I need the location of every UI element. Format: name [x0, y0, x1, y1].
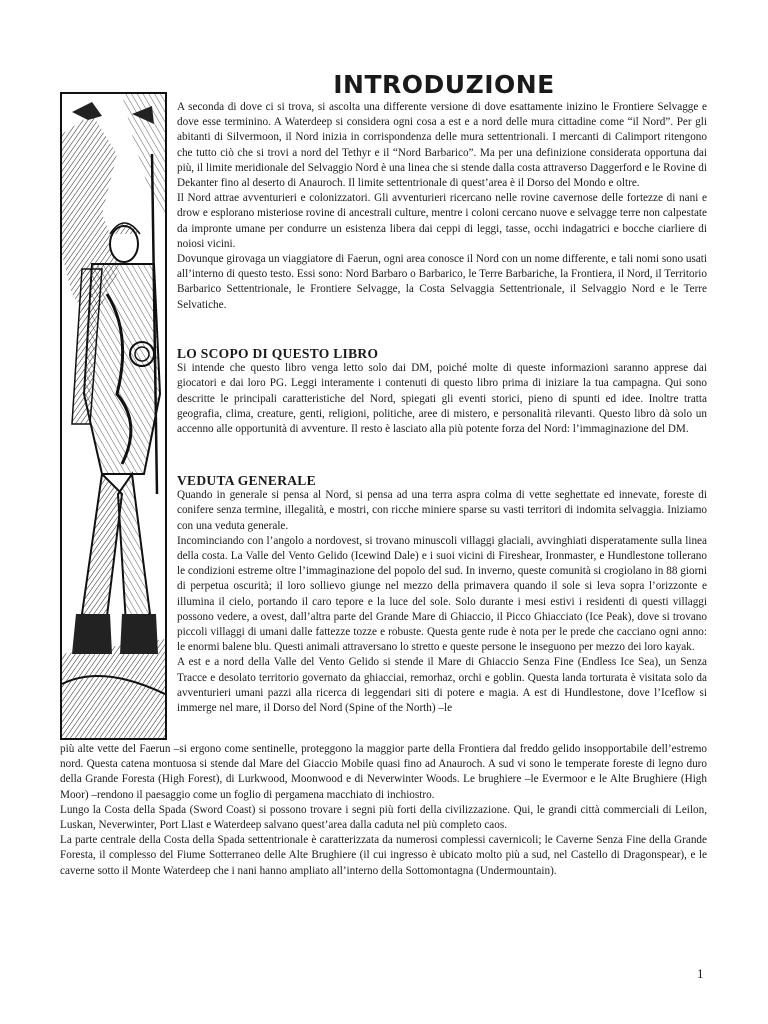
intro-section	[177, 100, 707, 313]
section-heading-scope: LO SCOPO DI QUESTO LIBRO	[177, 346, 379, 361]
overview-paragraph: A est e a nord della Valle del Vento Gelido si stende il Mare di Ghiaccio Senza Fine (Endless Ice Sea), un Senza Tracce e desolato territorio governato da ghiacciai, remorhaz, orchi e goblin. Questa landa torturata è visitata solo da avventurieri umani pazzi alla ricerca di leggendari siti di potere e magia. A est di Hundlestone, dove l’Iceflow si immerge nel mare, il Dorso del Nord (Spine of the North) –le	[177, 656, 707, 715]
overview-section	[177, 473, 707, 716]
body-paragraph: Lungo la Costa della Spada (Sword Coast) si possono trovare i segni più forti della civilizzazione. Qui, le grandi città commerciali di Leilon, Luskan, Neverwinter, Port Llast e Waterdeep salvano quest’area dalla caduta nel più completo caos.	[60, 803, 707, 832]
overview-continuation-section	[60, 742, 707, 879]
page-title: INTRODUZIONE	[333, 70, 555, 99]
adventurer-illustration-icon	[60, 92, 167, 740]
intro-paragraph: Il Nord attrae avventurieri e colonizzatori. Gli avventurieri ricercano nelle rovine cavernose delle fortezze di nani e drow e esplorano misteriose rovine di ancestrali culture, mentre i coloni cercano nuove e selvagge terre non calpestate da impronte umane per condurre un esistenza libera dai ceppi di leggi, tasse, occhi indagatrici e bocche ciarliere di noiosi vicini.	[177, 192, 707, 250]
body-paragraph: La parte centrale della Costa della Spada settentrionale è caratterizzata da numerosi complessi cavernicoli; le Caverne Senza Fine della Grande Foresta, il complesso del Fiume Sotterraneo delle Alte Brughiere (il cui ingresso è ubicato molto più a sud, nel Castello di Dragonspear), e le caverne sotto il Monte Waterdeep che i nani hanno ampliato all’interno della Sottomontagna (Undermountain).	[60, 834, 707, 877]
overview-paragraph: Incominciando con l’angolo a nordovest, si trovano minuscoli villaggi glaciali, avvinghiati disperatamente sulla linea della costa. La Valle del Vento Gelido (Icewind Dale) e i suoi vicini di Fireshear, Ironmaster, e Hundlestone tollerano le condizioni estreme oltre l’immaginazione del popolo del sud. In inverno, queste comunità si crogiolano in 88 giorni di perpetua oscurità; il loro sollievo giunge nel mezzo della primavera quando il sole si leva sopra l’orizzonte e illumina il cielo, portando il caro tepore e la luce del sole. Solo durante i mesi estivi i residenti di questi villaggi possono vedere, a ovest, dall’altra parte del Grande Mare di Ghiaccio, il Picco Ghiacciato (Ice Peak), dove si trovano piccoli villaggi di umani dalle fattezze tozze e robuste. Questa gente rude è nota per le prede che cacciano ogni anno: le enormi balene blu. Questi animali attraversano lo stretto e queste persone le inseguono per mezzo dei loro kayak.	[177, 534, 707, 654]
intro-paragraph: Dovunque girovaga un viaggiatore di Faerun, ogni area conosce il Nord con un nome differente, e tali nomi sono usati all’interno di questo testo. Essi sono: Nord Barbaro o Barbarico, le Terre Barbariche, la Frontiera, il Nord, il Territorio Barbarico Settentrionale, le Frontiere Selvagge, la Costa Selvaggia Settentrionale, il Selvaggio Nord e le Terre Selvatiche.	[177, 253, 707, 311]
page-number: 1	[697, 966, 704, 981]
scope-section	[177, 346, 707, 437]
overview-continuation: più alte vette del Faerun –si ergono come sentinelle, proteggono la maggior parte della Frontiera dal freddo gelido insopportabile dell’estremo nord. Questa catena montuosa si stende dal Mare del Giaccio Mobile quasi fino ad Anauroch. A sud vi sono le temperate foreste di legno duro della Grande Foresta (High Forest), di Lurkwood, Moonwood e di Neverwinter Woods. Le brughiere –le Evermoor e le Alte Brughiere (High Moor) –rendono il paesaggio come un foglio di pergamena macchiato di inchiostro.	[60, 743, 707, 801]
intro-paragraph: A seconda di dove ci si trova, si ascolta una differente versione di dove esattamente inizino le Frontiere Selvagge e dove esse terminino. A Waterdeep si considera ogni cosa a est e a nord delle mura cittadine come “il Nord”. Per gli abitanti di Silvermoon, il Nord inizia in corrispondenza delle mura settentrionali. I mercanti di Calimport ritengono che tutto ciò che si trovi a nord del Tethyr e il “Nord Barbarico”. Ma per una definizione considerata opportuna dai più, il limite meridionale del Selvaggio Nord è una linea che si stende dalla costa attraverso Daggerford e le Rovine di Dekanter fino al deserto di Anauroch. Il limite settentrionale di quest’area è il Dorso del Mondo e oltre.	[177, 101, 707, 190]
scope-paragraph: Si intende che questo libro venga letto solo dai DM, poiché molte di queste informazioni saranno apprese dai giocatori e dai loro PG. Leggi interamente i contenuti di questo libro prima di iniziare la tua campagna. Qui sono descritte le principali caratteristiche del Nord, spiegati gli eventi storici, pieno di spunti ed idee. Inoltre tratta geografia, clima, creature, genti, religioni, politiche, aree di mistero, e personalità rilevanti. Questo libro dà solo un accenno alle opportunità di avventure. Il resto è lasciato alla più potente forza del Nord: l’immaginazione del DM.	[177, 362, 707, 436]
overview-paragraph: Quando in generale si pensa al Nord, si pensa ad una terra aspra colma di vette seghettate ed innevate, foreste di conifere senza termine, illegalità, e mostri, con ricche miniere sparse su vasti territori di indomita selvaggia. Iniziamo con una veduta generale.	[177, 489, 707, 532]
section-heading-overview: VEDUTA GENERALE	[177, 473, 316, 488]
